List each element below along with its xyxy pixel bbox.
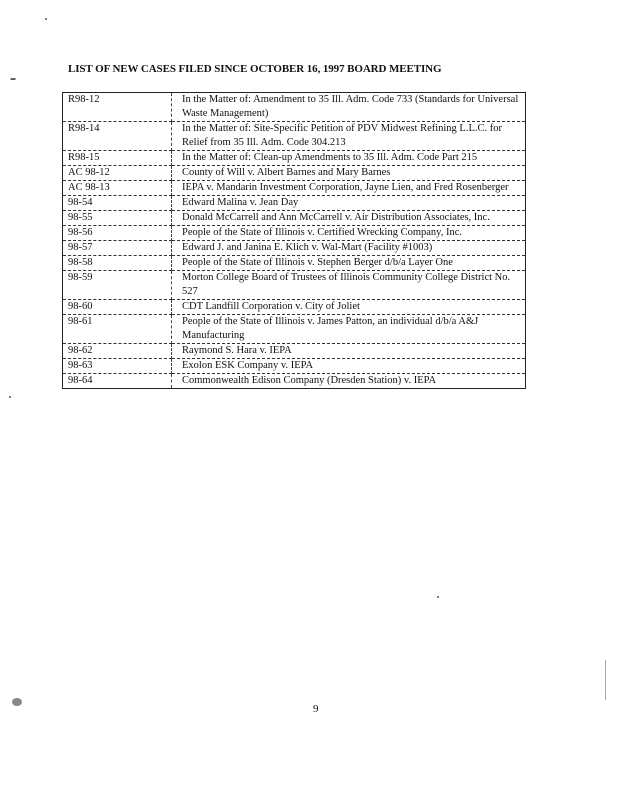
case-caption: Exolon ESK Company v. IEPA — [172, 359, 526, 374]
table-row — [63, 374, 526, 389]
scan-speck — [10, 78, 16, 80]
case-number: AC 98-13 — [63, 181, 172, 196]
table-row — [63, 300, 526, 315]
case-number: R98-12 — [63, 93, 172, 122]
case-number: 98-58 — [63, 256, 172, 271]
case-caption: People of the State of Illinois v. Stephen Berger d/b/a Layer One — [172, 256, 526, 271]
table-row — [63, 93, 526, 122]
page-title: LIST OF NEW CASES FILED SINCE OCTOBER 16, 1997 BOARD MEETING — [68, 63, 442, 75]
page-number: 9 — [313, 703, 319, 715]
table-row — [63, 359, 526, 374]
scan-speck — [9, 396, 11, 398]
case-number: AC 98-12 — [63, 166, 172, 181]
table-row — [63, 271, 526, 300]
case-number: 98-62 — [63, 344, 172, 359]
case-caption: People of the State of Illinois v. Certified Wrecking Company, Inc. — [172, 226, 526, 241]
case-caption: Commonwealth Edison Company (Dresden Station) v. IEPA — [172, 374, 526, 389]
case-number: 98-57 — [63, 241, 172, 256]
table-row — [63, 241, 526, 256]
table-row — [63, 211, 526, 226]
case-caption: Edward Malina v. Jean Day — [172, 196, 526, 211]
case-number: R98-14 — [63, 122, 172, 151]
table-row — [63, 315, 526, 344]
case-caption: Edward J. and Janina E. Klich v. Wal-Mart (Facility #1003) — [172, 241, 526, 256]
case-caption: In the Matter of: Clean-up Amendments to 35 Ill. Adm. Code Part 215 — [172, 151, 526, 166]
case-number: 98-64 — [63, 374, 172, 389]
case-caption: In the Matter of: Site-Specific Petition of PDV Midwest Refining L.L.C. for Relief from 35 Ill. Adm. Code 304.213 — [172, 122, 526, 151]
case-caption: IEPA v. Mandarin Investment Corporation, Jayne Lien, and Fred Rosenberger — [172, 181, 526, 196]
table-row — [63, 151, 526, 166]
table-row — [63, 166, 526, 181]
case-number: 98-55 — [63, 211, 172, 226]
case-number: 98-59 — [63, 271, 172, 300]
cases-table-body — [63, 93, 526, 389]
case-caption: Raymond S. Hara v. IEPA — [172, 344, 526, 359]
table-row — [63, 181, 526, 196]
table-row — [63, 196, 526, 211]
case-caption: People of the State of Illinois v. James Patton, an individual d/b/a A&J Manufacturing — [172, 315, 526, 344]
case-caption: Donald McCarrell and Ann McCarrell v. Air Distribution Associates, Inc. — [172, 211, 526, 226]
table-row — [63, 256, 526, 271]
case-caption: Morton College Board of Trustees of Illinois Community College District No. 527 — [172, 271, 526, 300]
scan-speck — [605, 660, 606, 700]
table-row — [63, 344, 526, 359]
scan-speck — [12, 698, 22, 706]
cases-table — [62, 92, 526, 389]
case-number: 98-60 — [63, 300, 172, 315]
case-number: 98-54 — [63, 196, 172, 211]
table-row — [63, 226, 526, 241]
case-number: 98-56 — [63, 226, 172, 241]
case-number: 98-63 — [63, 359, 172, 374]
scan-speck — [437, 596, 439, 598]
case-caption: County of Will v. Albert Barnes and Mary Barnes — [172, 166, 526, 181]
table-row — [63, 122, 526, 151]
case-number: R98-15 — [63, 151, 172, 166]
scan-speck — [45, 18, 47, 20]
case-caption: CDT Landfill Corporation v. City of Joliet — [172, 300, 526, 315]
case-caption: In the Matter of: Amendment to 35 Ill. Adm. Code 733 (Standards for Universal Waste Management) — [172, 93, 526, 122]
case-number: 98-61 — [63, 315, 172, 344]
